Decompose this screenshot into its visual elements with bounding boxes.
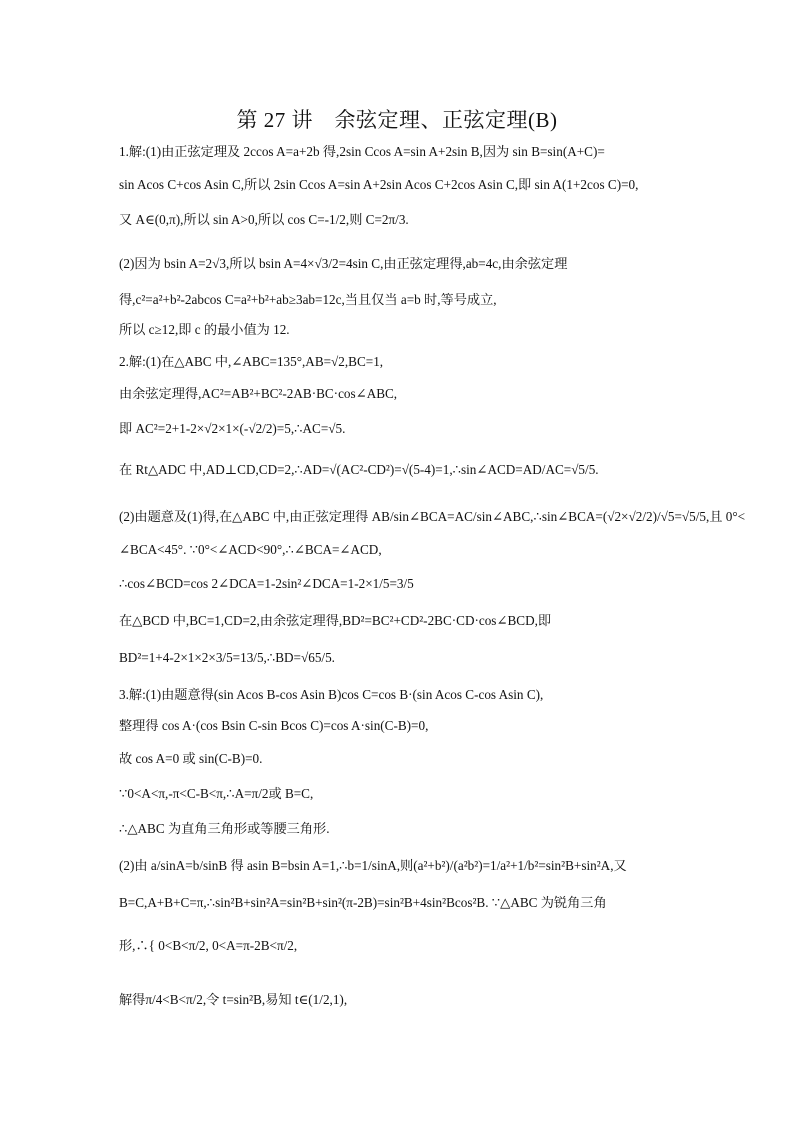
page-title: 第 27 讲 余弦定理、正弦定理(B)	[236, 108, 558, 132]
text-line: 在 Rt△ADC 中,AD⊥CD,CD=2,∴AD=√(AC²-CD²)=√(5-4)=1,∴sin∠ACD=AD/AC=√5/5.	[119, 462, 599, 477]
text-line: 解得π/4<B<π/2,令 t=sin²B,易知 t∈(1/2,1),	[119, 992, 348, 1007]
text-line: 故 cos A=0 或 sin(C-B)=0.	[119, 751, 263, 766]
text-line: sin Acos C+cos Asin C,所以 2sin Ccos A=sin A+2sin Acos C+2cos Asin C,即 sin A(1+2cos C)=0,	[119, 177, 639, 192]
text-line: BD²=1+4-2×1×2×3/5=13/5,∴BD=√65/5.	[119, 650, 335, 665]
text-line: 又 A∈(0,π),所以 sin A>0,所以 cos C=-1/2,则 C=2π/3.	[119, 212, 409, 227]
text-line: 2.解:(1)在△ABC 中,∠ABC=135°,AB=√2,BC=1,	[119, 354, 384, 369]
text-line: ∵0<A<π,-π<C-B<π,∴A=π/2或 B=C,	[119, 786, 314, 801]
text-line: 在△BCD 中,BC=1,CD=2,由余弦定理得,BD²=BC²+CD²-2BC·CD·cos∠BCD,即	[119, 613, 552, 628]
text-line: 整理得 cos A·(cos Bsin C-sin Bcos C)=cos A·sin(C-B)=0,	[119, 718, 429, 733]
text-line: 所以 c≥12,即 c 的最小值为 12.	[119, 322, 290, 337]
text-line: B=C,A+B+C=π,∴sin²B+sin²A=sin²B+sin²(π-2B)=sin²B+4sin²Bcos²B. ∵△ABC 为锐角三角	[119, 895, 607, 910]
text-line: 1.解:(1)由正弦定理及 2ccos A=a+2b 得,2sin Ccos A=sin A+2sin B,因为 sin B=sin(A+C)=	[119, 144, 605, 159]
text-line: 即 AC²=2+1-2×√2×1×(-√2/2)=5,∴AC=√5.	[119, 421, 346, 436]
text-line: 形,∴{ 0<B<π/2, 0<A=π-2B<π/2,	[119, 938, 298, 953]
text-line: ∴cos∠BCD=cos 2∠DCA=1-2sin²∠DCA=1-2×1/5=3/5	[119, 576, 414, 591]
text-line: ∠BCA<45°. ∵0°<∠ACD<90°,∴∠BCA=∠ACD,	[119, 542, 382, 557]
text-line: (2)由题意及(1)得,在△ABC 中,由正弦定理得 AB/sin∠BCA=AC/sin∠ABC,∴sin∠BCA=(√2×√2/2)/√5=√5/5,且 0°<	[119, 509, 746, 524]
text-line: 3.解:(1)由题意得(sin Acos B-cos Asin B)cos C=cos B·(sin Acos C-cos Asin C),	[119, 687, 544, 702]
text-line: ∴△ABC 为直角三角形或等腰三角形.	[119, 821, 330, 836]
text-line: 得,c²=a²+b²-2abcos C=a²+b²+ab≥3ab=12c,当且仅当 a=b 时,等号成立,	[119, 292, 497, 307]
text-line: (2)由 a/sinA=b/sinB 得 asin B=bsin A=1,∴b=1/sinA,则(a²+b²)/(a²b²)=1/a²+1/b²=sin²B+sin²A,又	[119, 858, 627, 873]
text-line: 由余弦定理得,AC²=AB²+BC²-2AB·BC·cos∠ABC,	[119, 386, 398, 401]
text-line: (2)因为 bsin A=2√3,所以 bsin A=4×√3/2=4sin C,由正弦定理得,ab=4c,由余弦定理	[119, 256, 568, 271]
